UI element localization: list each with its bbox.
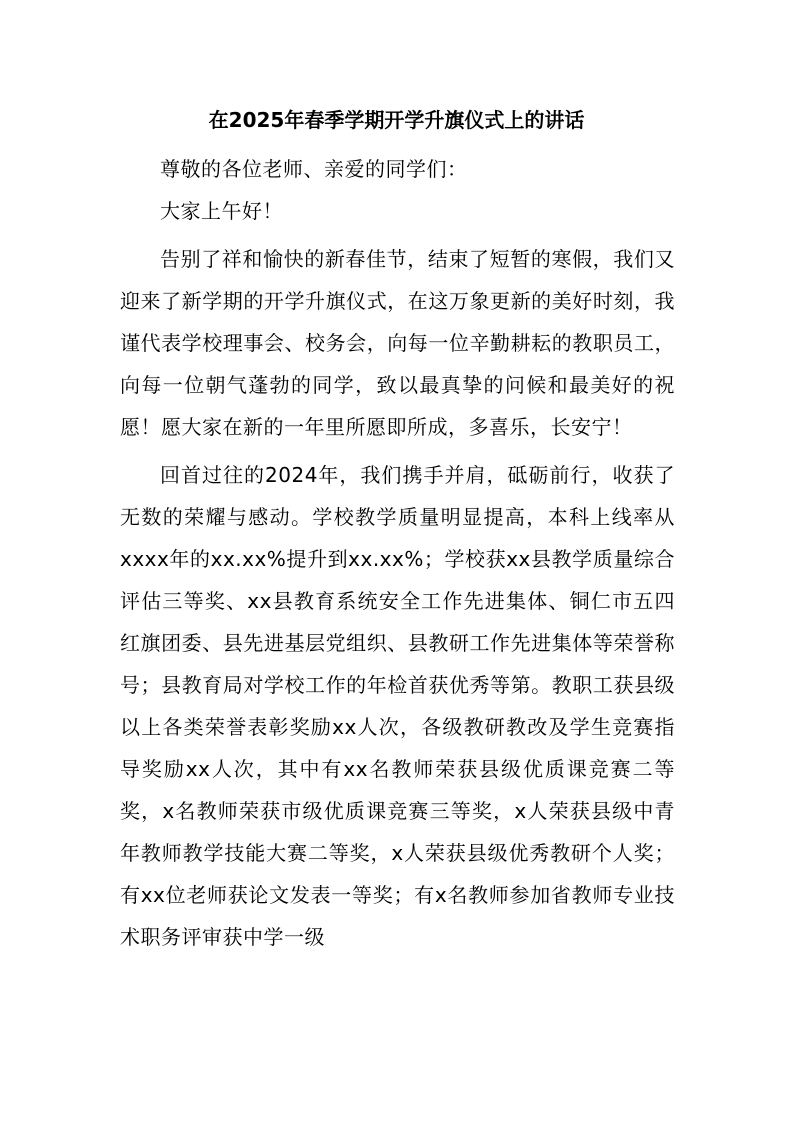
document-body [120, 148, 675, 964]
document-title: 在2025年春季学期开学升旗仪式上的讲话 [208, 108, 585, 132]
salutation-paragraph: 尊敬的各位老师、亲爱的同学们： [160, 157, 468, 181]
greeting-paragraph: 大家上午好！ [160, 199, 283, 223]
opening-paragraph: 告别了祥和愉快的新春佳节，结束了短暂的寒假，我们又迎来了新学期的开学升旗仪式，在这万象更新的美好时刻，我谨代表学校理事会、校务会，向每一位辛勤耕耘的教职员工，向每一位朝气蓬勃的同学，致以最真挚的问候和最美好的祝愿！愿大家在新的一年里所愿即所成，多喜乐，长安宁！ [120, 247, 675, 439]
review-paragraph: 回首过往的2024年，我们携手并肩，砥砺前行，收获了无数的荣耀与感动。学校教学质量明显提高，本科上线率从xxxx年的xx.xx%提升到xx.xx%；学校获xx县教学质量综合评估三等奖、xx县教育系统安全工作先进集体、铜仁市五四红旗团委、县先进基层党组织、县教研工作先进集体等荣誉称号；县教育局对学校工作的年检首获优秀等第。教职工获县级以上各类荣誉表彰奖励xx人次，各级教研教改及学生竞赛指导奖励xx人次，其中有xx名教师荣获县级优质课竞赛二等奖，x名教师荣获市级优质课竞赛三等奖，x人荣获县级中青年教师教学技能大赛二等奖，x人荣获县级优秀教研个人奖；有xx位老师获论文发表一等奖；有x名教师参加省教师专业技术职务评审获中学一级 [120, 463, 675, 949]
